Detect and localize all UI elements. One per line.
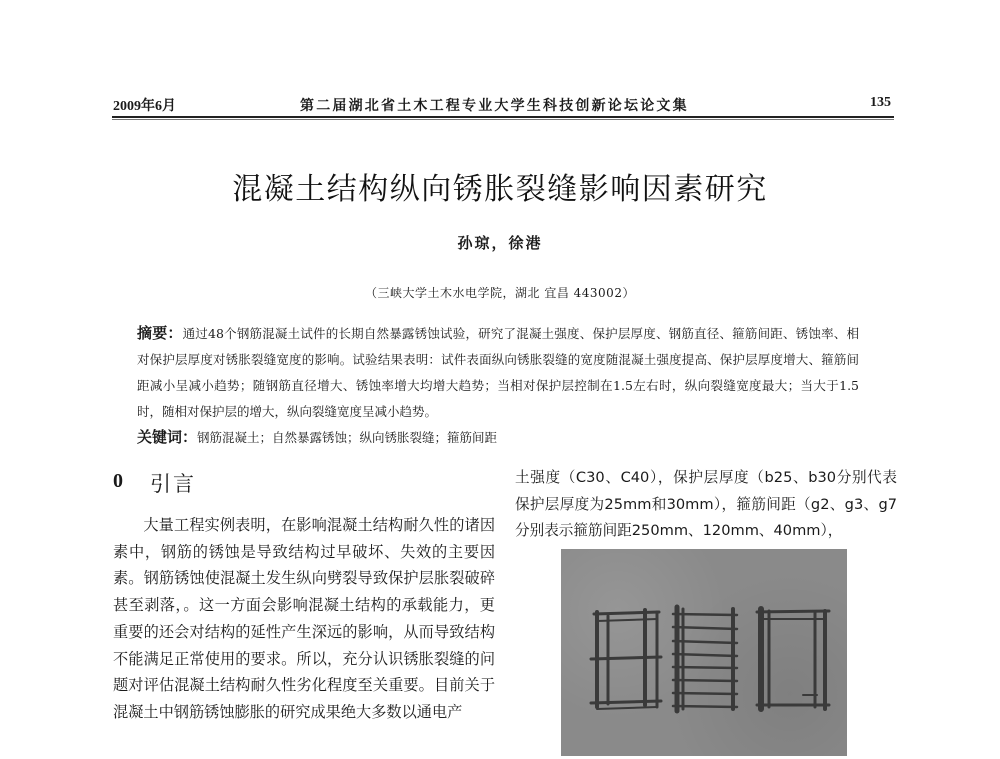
intro-paragraph: 大量工程实例表明，在影响混凝土结构耐久性的诸因素中，钢筋的锈蚀是导致结构过早破坏、失效的主要因素。钢筋锈蚀使混凝土发生纵向劈裂导致保护层胀裂破碎甚至剥落，。这一方面会影响混凝土结构的承载能力，更重要的还会对结构的延性产生深远的影响，从而导致结构不能满足正常使用的要求。所以，充分认识锈胀裂缝的问题对评估混凝土结构耐久性劣化程度至关重要。目前关于混凝土中钢筋锈蚀膨胀的研究成果绝大多数以通电产 bbox=[113, 516, 495, 721]
keywords-text: 钢筋混凝土；自然暴露锈蚀；纵向锈胀裂缝；箍筋间距 bbox=[197, 430, 498, 445]
body-left-column bbox=[113, 512, 495, 726]
header-rule bbox=[112, 116, 894, 118]
abstract-label: 摘要： bbox=[137, 324, 183, 342]
header-journal-title: 第二届湖北省土木工程专业大学生科技创新论坛论文集 bbox=[300, 98, 689, 114]
rebar-cage-1 bbox=[591, 610, 661, 709]
section-title: 引言 bbox=[150, 472, 196, 496]
rebar-cages-illustration bbox=[561, 549, 847, 756]
rebar-cage-3 bbox=[757, 609, 829, 709]
body-right-column bbox=[515, 465, 897, 545]
article-affiliation: （三峡大学土木水电学院，湖北 宜昌 443002） bbox=[365, 286, 635, 300]
abstract bbox=[137, 320, 859, 425]
section-number: 0 bbox=[113, 470, 123, 492]
keywords bbox=[137, 424, 859, 451]
header-rule-thin bbox=[112, 119, 894, 120]
right-column-paragraph: 土强度（C30、C40），保护层厚度（b25、b30分别代表保护层厚度为25mm和30mm），箍筋间距（g2、g3、g7分别表示箍筋间距250mm、120mm、40mm）， bbox=[515, 469, 897, 540]
keywords-label: 关键词： bbox=[137, 428, 198, 446]
header-page-number: 135 bbox=[870, 95, 891, 110]
rebar-cages-photo bbox=[561, 549, 847, 756]
article-authors: 孙琼，徐港 bbox=[457, 234, 543, 252]
abstract-text: 通过48个钢筋混凝土试件的长期自然暴露锈蚀试验，研究了混凝土强度、保护层厚度、钢筋直径、箍筋间距、锈蚀率、相对保护层厚度对锈胀裂缝宽度的影响。试验结果表明：试件表面纵向锈胀裂缝的宽度随混凝土强度提高、保护层厚度增大、箍筋间距减小呈减小趋势；随钢筋直径增大、锈蚀率增大均增大趋势；当相对保护层控制在1.5左右时，纵向裂缝宽度最大；当大于1.5时，随相对保护层的增大，纵向裂缝宽度呈减小趋势。 bbox=[137, 326, 859, 419]
rebar-cage-2 bbox=[673, 607, 737, 711]
article-title: 混凝土结构纵向锈胀裂缝影响因素研究 bbox=[232, 172, 768, 207]
header-date: 2009年6月 bbox=[113, 99, 176, 114]
